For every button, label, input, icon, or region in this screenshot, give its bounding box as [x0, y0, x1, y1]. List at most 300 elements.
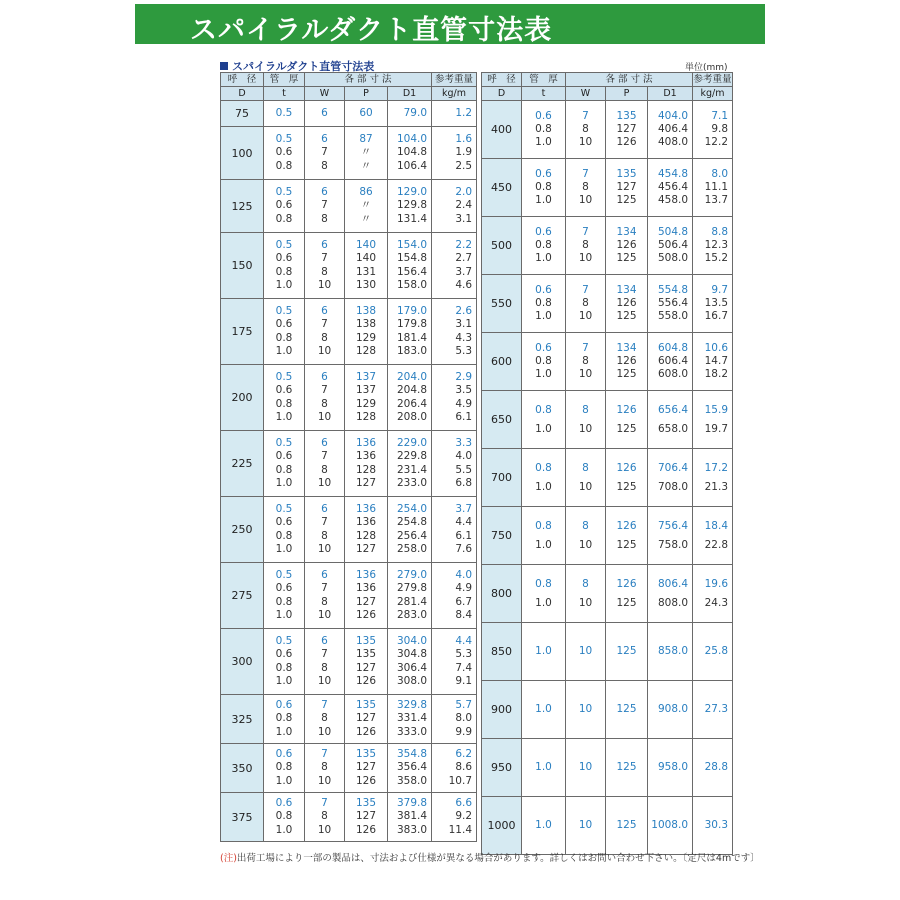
cell-value: 10 — [317, 674, 332, 687]
cell-value: 79.0 — [403, 106, 428, 119]
weight-cell — [432, 563, 477, 629]
thickness-cell — [522, 449, 566, 507]
p-cell — [345, 744, 388, 793]
d1-cell — [388, 233, 432, 299]
cell-value: 138 — [355, 305, 377, 318]
cell-value: 158.0 — [396, 278, 428, 291]
cell-value: 8 — [321, 463, 328, 476]
cell-value: 8 — [321, 529, 328, 542]
cell-value: 304.0 — [396, 635, 428, 648]
table-row — [482, 449, 733, 507]
nominal-diameter-cell: 200 — [221, 365, 264, 431]
cell-value: 7 — [321, 450, 328, 463]
unit-label: 単位(mm) — [685, 63, 728, 73]
cell-value: 126 — [616, 136, 637, 149]
cell-value: 1.2 — [455, 106, 473, 119]
cell-value: 6.8 — [455, 476, 473, 489]
table-row — [482, 507, 733, 565]
cell-value: 333.0 — [396, 725, 428, 738]
col-w: W — [305, 87, 345, 101]
w-cell — [566, 623, 606, 681]
cell-value: 7 — [321, 648, 328, 661]
cell-value: 127 — [355, 761, 377, 774]
weight-cell — [693, 507, 733, 565]
thickness-cell — [264, 233, 305, 299]
col-d: D — [482, 87, 522, 101]
d1-cell — [648, 333, 693, 391]
d1-cell — [648, 101, 693, 159]
cell-value: 6.7 — [455, 595, 473, 608]
cell-value: 25.8 — [704, 644, 729, 657]
weight-cell — [693, 101, 733, 159]
d1-cell — [388, 563, 432, 629]
cell-value: 125 — [616, 596, 637, 609]
p-cell — [345, 497, 388, 563]
table-row — [221, 101, 477, 127]
cell-value: 229.8 — [396, 450, 428, 463]
cell-value: 104.8 — [396, 146, 428, 159]
cell-value: 1.0 — [535, 644, 552, 657]
cell-value: 127 — [616, 180, 637, 193]
nominal-diameter-cell: 75 — [221, 101, 264, 127]
cell-value: 87 — [359, 133, 373, 146]
cell-value: 558.0 — [657, 310, 689, 323]
thickness-cell — [522, 681, 566, 739]
col-t: t — [522, 87, 566, 101]
cell-value: 0.8 — [275, 265, 293, 278]
w-cell — [305, 695, 345, 744]
cell-value: 27.3 — [704, 702, 729, 715]
cell-value: 7 — [582, 167, 589, 180]
col-kg: kg/m — [693, 87, 733, 101]
w-cell — [305, 365, 345, 431]
cell-value: 7 — [321, 748, 328, 761]
cell-value: 5.7 — [455, 699, 473, 712]
cell-value: 14.7 — [704, 354, 729, 367]
d1-cell — [648, 507, 693, 565]
cell-value: 283.0 — [396, 608, 428, 621]
cell-value: 8 — [582, 461, 589, 474]
cell-value: 406.4 — [657, 122, 689, 135]
cell-value: 0.5 — [275, 437, 293, 450]
cell-value: 7 — [582, 225, 589, 238]
cell-value: 11.1 — [704, 180, 729, 193]
cell-value: 127 — [355, 542, 377, 555]
cell-value: 208.0 — [396, 410, 428, 423]
cell-value: 2.9 — [455, 371, 473, 384]
w-cell — [566, 507, 606, 565]
cell-value: 258.0 — [396, 542, 428, 555]
cell-value: 10 — [317, 608, 332, 621]
cell-value: 16.7 — [704, 310, 729, 323]
nominal-diameter-cell: 225 — [221, 431, 264, 497]
p-cell — [345, 299, 388, 365]
cell-value: 10 — [578, 136, 593, 149]
cell-value: 6 — [321, 239, 328, 252]
cell-value: 15.2 — [704, 252, 729, 265]
cell-value: 8 — [321, 761, 328, 774]
cell-value: 7 — [582, 341, 589, 354]
table-row — [221, 629, 477, 695]
d1-cell — [388, 793, 432, 842]
cell-value: 306.4 — [396, 661, 428, 674]
cell-value: 136 — [355, 503, 377, 516]
p-cell — [606, 565, 648, 623]
footnote — [220, 850, 760, 864]
cell-value: 10 — [578, 818, 593, 831]
cell-value: 15.9 — [704, 403, 729, 416]
nominal-diameter-cell: 750 — [482, 507, 522, 565]
cell-value: 6.6 — [455, 797, 473, 810]
cell-value: 106.4 — [396, 159, 428, 172]
cell-value: 135 — [355, 635, 377, 648]
cell-value: 0.8 — [535, 354, 552, 367]
thickness-cell — [522, 391, 566, 449]
cell-value: 1.0 — [275, 542, 293, 555]
nominal-diameter-cell: 275 — [221, 563, 264, 629]
cell-value: 4.3 — [455, 331, 473, 344]
cell-value: 125 — [616, 252, 637, 265]
cell-value: 0.6 — [275, 450, 293, 463]
nominal-diameter-cell: 250 — [221, 497, 264, 563]
p-cell — [606, 391, 648, 449]
header-group-row — [482, 73, 733, 87]
cell-value: 0.6 — [535, 167, 552, 180]
cell-value: 358.0 — [396, 774, 428, 787]
cell-value: 135 — [355, 648, 377, 661]
weight-cell — [432, 180, 477, 233]
nominal-diameter-cell: 700 — [482, 449, 522, 507]
cell-value: 156.4 — [396, 265, 428, 278]
cell-value: 7.1 — [711, 109, 729, 122]
cell-value: 7.4 — [455, 661, 473, 674]
weight-cell — [693, 565, 733, 623]
cell-value: 229.0 — [396, 437, 428, 450]
cell-value: 127 — [355, 810, 377, 823]
cell-value: 10 — [317, 725, 332, 738]
table-row — [482, 101, 733, 159]
cell-value: 2.7 — [455, 252, 473, 265]
cell-value: 8 — [321, 212, 328, 225]
cell-value: 0.6 — [275, 384, 293, 397]
table-row — [221, 563, 477, 629]
cell-value: 7.6 — [455, 542, 473, 555]
cell-value: 6 — [321, 437, 328, 450]
dimension-table-left — [220, 72, 477, 842]
cell-value: 0.6 — [275, 699, 293, 712]
cell-value: 1.0 — [535, 538, 552, 551]
cell-value: 204.0 — [396, 371, 428, 384]
cell-value: 140 — [355, 239, 377, 252]
col-p: P — [606, 87, 648, 101]
cell-value: 126 — [616, 519, 637, 532]
cell-value: 10 — [578, 596, 593, 609]
cell-value: 7 — [321, 384, 328, 397]
weight-cell — [693, 275, 733, 333]
cell-value: 3.7 — [455, 265, 473, 278]
cell-value: 10 — [317, 774, 332, 787]
w-cell — [305, 744, 345, 793]
d1-cell — [648, 449, 693, 507]
cell-value: 379.8 — [396, 797, 428, 810]
nominal-diameter-cell: 125 — [221, 180, 264, 233]
cell-value: 0.5 — [275, 635, 293, 648]
cell-value: 0.5 — [275, 133, 293, 146]
d1-cell — [648, 739, 693, 797]
col-kg: kg/m — [432, 87, 477, 101]
cell-value: 183.0 — [396, 344, 428, 357]
cell-value: 4.4 — [455, 516, 473, 529]
cell-value: 10 — [578, 702, 593, 715]
cell-value: 0.8 — [275, 397, 293, 410]
d1-cell — [388, 744, 432, 793]
cell-value: 6.1 — [455, 529, 473, 542]
thickness-cell — [522, 797, 566, 855]
cell-value: 9.9 — [455, 725, 473, 738]
cell-value: 137 — [355, 384, 377, 397]
thickness-cell — [522, 275, 566, 333]
cell-value: 1.0 — [275, 344, 293, 357]
cell-value: 4.9 — [455, 397, 473, 410]
table-row — [482, 333, 733, 391]
nominal-diameter-cell: 650 — [482, 391, 522, 449]
cell-value: 10 — [578, 644, 593, 657]
cell-value: 0.8 — [275, 661, 293, 674]
cell-value: 10 — [317, 823, 332, 836]
nominal-diameter-cell: 300 — [221, 629, 264, 695]
header-group-row — [221, 73, 477, 87]
cell-value: 6 — [321, 503, 328, 516]
cell-value: 19.7 — [704, 422, 729, 435]
cell-value: 136 — [355, 437, 377, 450]
w-cell — [305, 793, 345, 842]
p-cell — [606, 333, 648, 391]
p-cell — [606, 623, 648, 681]
p-cell — [345, 101, 388, 127]
cell-value: 128 — [355, 344, 377, 357]
cell-value: 8 — [582, 122, 589, 135]
nominal-diameter-cell: 950 — [482, 739, 522, 797]
cell-value: 8 — [582, 577, 589, 590]
cell-value: 6 — [321, 106, 328, 119]
cell-value: 508.0 — [657, 252, 689, 265]
weight-cell — [432, 497, 477, 563]
cell-value: 3.3 — [455, 437, 473, 450]
w-cell — [305, 180, 345, 233]
weight-cell — [432, 629, 477, 695]
cell-value: 179.8 — [396, 318, 428, 331]
w-cell — [305, 127, 345, 180]
cell-value: 126 — [616, 296, 637, 309]
d1-cell — [648, 797, 693, 855]
cell-value: 1.0 — [535, 480, 552, 493]
cell-value: 7 — [321, 582, 328, 595]
cell-value: 756.4 — [657, 519, 689, 532]
cell-value: 3.7 — [455, 503, 473, 516]
cell-value: 7 — [582, 109, 589, 122]
d1-cell — [648, 275, 693, 333]
d1-cell — [648, 565, 693, 623]
d1-cell — [648, 391, 693, 449]
cell-value: 256.4 — [396, 529, 428, 542]
cell-value: 1.0 — [275, 674, 293, 687]
cell-value: 6 — [321, 371, 328, 384]
weight-cell — [693, 739, 733, 797]
cell-value: 131.4 — [396, 212, 428, 225]
cell-value: 127 — [355, 712, 377, 725]
cell-value: 329.8 — [396, 699, 428, 712]
cell-value: 126 — [355, 674, 377, 687]
w-cell — [566, 565, 606, 623]
nominal-diameter-cell: 500 — [482, 217, 522, 275]
cell-value: 125 — [616, 818, 637, 831]
cell-value: 7 — [321, 699, 328, 712]
cell-value: 138 — [355, 318, 377, 331]
cell-value: 1.0 — [275, 774, 293, 787]
cell-value: 140 — [355, 252, 377, 265]
cell-value: 4.6 — [455, 278, 473, 291]
table-row — [221, 497, 477, 563]
w-cell — [305, 299, 345, 365]
thickness-cell — [522, 217, 566, 275]
thickness-cell — [264, 744, 305, 793]
cell-value: 154.8 — [396, 252, 428, 265]
cell-value: 1.0 — [535, 252, 552, 265]
nominal-diameter-cell: 600 — [482, 333, 522, 391]
table-row — [482, 565, 733, 623]
cell-value: 〃 — [360, 199, 372, 212]
weight-cell — [432, 365, 477, 431]
cell-value: 0.6 — [275, 516, 293, 529]
col-dimensions: 各 部 寸 法 — [566, 73, 693, 87]
nominal-diameter-cell: 100 — [221, 127, 264, 180]
cell-value: 129 — [355, 397, 377, 410]
w-cell — [305, 629, 345, 695]
p-cell — [345, 793, 388, 842]
w-cell — [566, 217, 606, 275]
table-row — [221, 365, 477, 431]
table-row — [221, 695, 477, 744]
thickness-cell — [264, 695, 305, 744]
weight-cell — [432, 695, 477, 744]
p-cell — [606, 217, 648, 275]
cell-value: 127 — [355, 476, 377, 489]
cell-value: 8 — [321, 595, 328, 608]
cell-value: 10 — [578, 480, 593, 493]
thickness-cell — [522, 101, 566, 159]
cell-value: 0.5 — [275, 305, 293, 318]
cell-value: 7 — [321, 516, 328, 529]
cell-value: 206.4 — [396, 397, 428, 410]
table-row — [482, 797, 733, 855]
cell-value: 1.0 — [535, 422, 552, 435]
cell-value: 404.0 — [657, 109, 689, 122]
weight-cell — [693, 333, 733, 391]
cell-value: 8.8 — [711, 225, 729, 238]
cell-value: 125 — [616, 760, 637, 773]
col-d1: D1 — [648, 87, 693, 101]
d1-cell — [648, 159, 693, 217]
cell-value: 0.6 — [275, 582, 293, 595]
cell-value: 606.4 — [657, 354, 689, 367]
col-p: P — [345, 87, 388, 101]
p-cell — [606, 739, 648, 797]
d1-cell — [388, 180, 432, 233]
cell-value: 0.5 — [275, 239, 293, 252]
cell-value: 10 — [578, 252, 593, 265]
cell-value: 331.4 — [396, 712, 428, 725]
cell-value: 708.0 — [657, 480, 689, 493]
cell-value: 8 — [321, 159, 328, 172]
p-cell — [345, 695, 388, 744]
cell-value: 126 — [616, 238, 637, 251]
cell-value: 12.3 — [704, 238, 729, 251]
cell-value: 0.5 — [275, 371, 293, 384]
cell-value: 456.4 — [657, 180, 689, 193]
cell-value: 8 — [321, 712, 328, 725]
cell-value: 128 — [355, 410, 377, 423]
cell-value: 129.0 — [396, 186, 428, 199]
cell-value: 10 — [578, 310, 593, 323]
cell-value: 28.8 — [704, 760, 729, 773]
cell-value: 136 — [355, 569, 377, 582]
thickness-cell — [522, 333, 566, 391]
cell-value: 10 — [317, 476, 332, 489]
table-title-text: スパイラルダクト直管寸法表 — [232, 60, 375, 73]
p-cell — [606, 681, 648, 739]
cell-value: 0.8 — [275, 761, 293, 774]
cell-value: 7 — [321, 318, 328, 331]
cell-value: 10 — [317, 278, 332, 291]
cell-value: 233.0 — [396, 476, 428, 489]
cell-value: 4.0 — [455, 450, 473, 463]
p-cell — [606, 275, 648, 333]
cell-value: 0.5 — [275, 569, 293, 582]
cell-value: 279.8 — [396, 582, 428, 595]
table-row — [482, 217, 733, 275]
nominal-diameter-cell: 350 — [221, 744, 264, 793]
cell-value: 2.5 — [455, 159, 473, 172]
cell-value: 0.8 — [275, 212, 293, 225]
d1-cell — [388, 299, 432, 365]
p-cell — [606, 507, 648, 565]
p-cell — [345, 431, 388, 497]
col-t: t — [264, 87, 305, 101]
cell-value: 0.8 — [275, 595, 293, 608]
cell-value: 0.6 — [275, 252, 293, 265]
cell-value: 134 — [616, 341, 637, 354]
weight-cell — [432, 431, 477, 497]
cell-value: 1.0 — [535, 702, 552, 715]
thickness-cell — [264, 180, 305, 233]
d1-cell — [388, 365, 432, 431]
cell-value: 608.0 — [657, 368, 689, 381]
w-cell — [305, 233, 345, 299]
nominal-diameter-cell: 325 — [221, 695, 264, 744]
cell-value: 204.8 — [396, 384, 428, 397]
cell-value: 0.8 — [535, 519, 552, 532]
table-row — [221, 127, 477, 180]
cell-value: 179.0 — [396, 305, 428, 318]
table-row — [221, 793, 477, 842]
cell-value: 506.4 — [657, 238, 689, 251]
cell-value: 6 — [321, 569, 328, 582]
cell-value: 1.6 — [455, 133, 473, 146]
cell-value: 0.5 — [275, 106, 293, 119]
cell-value: 10 — [578, 760, 593, 773]
cell-value: 8 — [582, 403, 589, 416]
d1-cell — [388, 497, 432, 563]
